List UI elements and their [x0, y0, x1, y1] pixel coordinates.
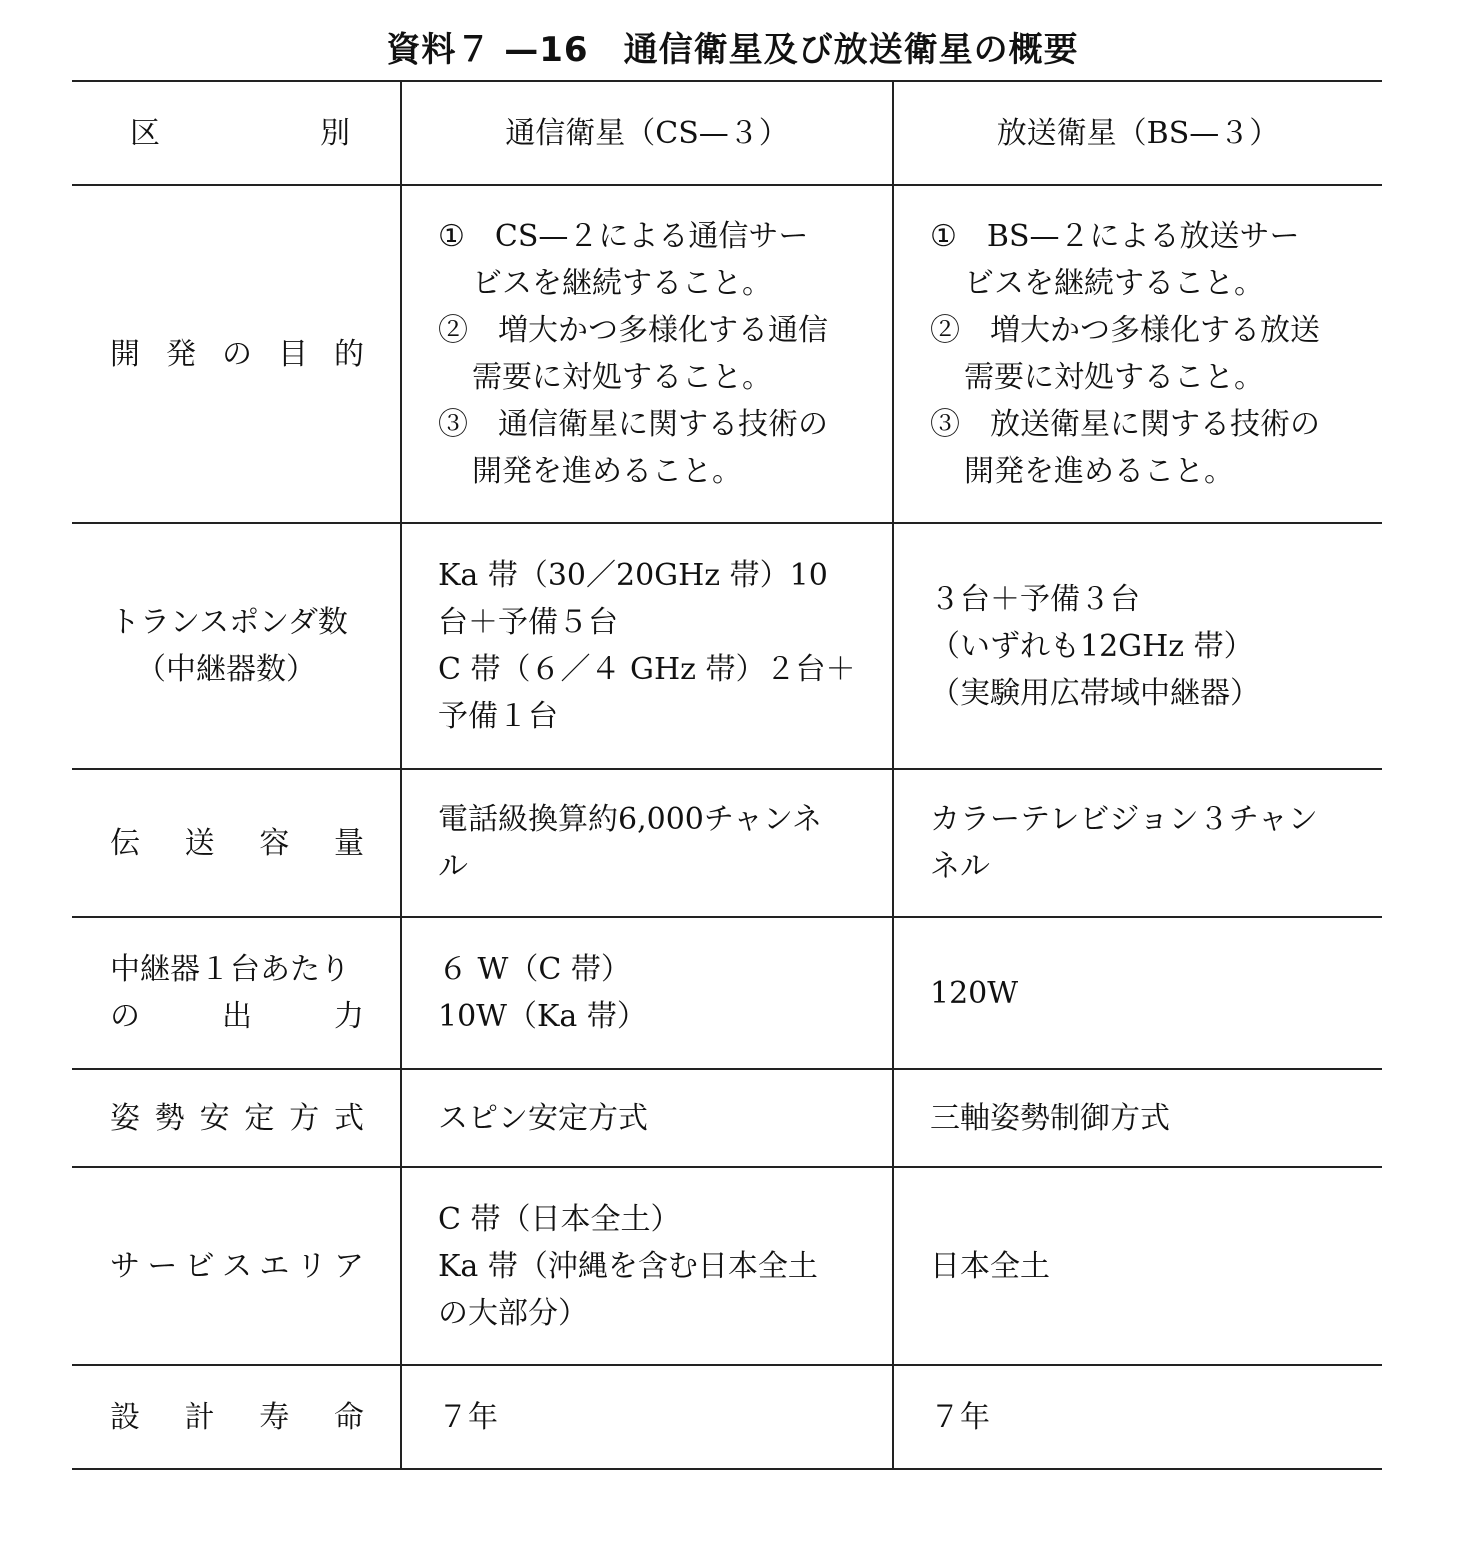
cs-capacity-cell — [401, 769, 893, 917]
cs-purpose-line: 開発を進めること。 — [472, 454, 742, 489]
row-label-attitude — [72, 1069, 401, 1167]
row-label-lifetime — [72, 1365, 401, 1469]
bs-lifetime-line: ７年 — [930, 1399, 990, 1435]
bs-output-line: 120W — [930, 975, 1019, 1011]
row-label-transponder — [72, 523, 401, 769]
bs-attitude-line: 三軸姿勢制御方式 — [930, 1100, 1170, 1136]
bs-purpose-line: ③ 放送衛星に関する技術の — [930, 407, 1320, 442]
header-bs: 放送衛星（BS—３） — [893, 81, 1382, 185]
bs-attitude-cell — [893, 1069, 1382, 1167]
cs-attitude-line: スピン安定方式 — [438, 1100, 648, 1136]
bs-capacity-line: カラーテレビジョン３チャン — [930, 802, 1318, 837]
bs-purpose-cell — [893, 185, 1382, 523]
page-title: 資料７ —16 通信衛星及び放送衛星の概要 — [386, 30, 1079, 70]
bs-service-area-cell — [893, 1167, 1382, 1365]
table-header-row — [72, 81, 1382, 185]
table-row-transponder — [72, 523, 1382, 769]
row-label-text: 伝送容量 — [110, 825, 364, 861]
row-label-output — [72, 917, 401, 1069]
cs-transponder-line: Ka 帯（30／20GHz 帯）10 — [438, 558, 828, 593]
cs-lifetime-cell — [401, 1365, 893, 1469]
cs-capacity-line: ル — [438, 849, 468, 884]
bs-transponder-line: （いずれも12GHz 帯） — [930, 628, 1254, 664]
row-label-text: 開発の目的 — [110, 336, 364, 372]
bs-transponder-line: ３台＋予備３台 — [930, 581, 1140, 617]
cs-purpose-line: 需要に対処すること。 — [472, 360, 772, 395]
cs-purpose-line: ③ 通信衛星に関する技術の — [438, 407, 828, 442]
row-label-text: 設計寿命 — [110, 1399, 364, 1435]
cs-purpose-line: ① CS—２による通信サー — [438, 219, 809, 254]
cs-lifetime-line: ７年 — [438, 1399, 498, 1435]
cs-service-area-line: Ka 帯（沖縄を含む日本全土 — [438, 1248, 818, 1284]
cs-transponder-line: 予備１台 — [438, 699, 558, 734]
table-row-attitude — [72, 1069, 1382, 1167]
bs-purpose-line: ② 増大かつ多様化する放送 — [930, 313, 1320, 348]
row-label-text: 姿勢安定方式 — [110, 1100, 364, 1136]
table-row-output — [72, 917, 1382, 1069]
table-row-lifetime — [72, 1365, 1382, 1469]
cs-purpose-line: ② 増大かつ多様化する通信 — [438, 313, 828, 348]
cs-service-area-line: の大部分） — [438, 1295, 588, 1331]
cs-purpose-cell — [401, 185, 893, 523]
cs-capacity-line: 電話級換算約6,000チャンネ — [438, 802, 823, 837]
row-label-capacity — [72, 769, 401, 917]
bs-output-cell — [893, 917, 1382, 1069]
cs-output-cell — [401, 917, 893, 1069]
table-row-service-area — [72, 1167, 1382, 1365]
row-label-service-area — [72, 1167, 401, 1365]
header-category: 区 別 — [72, 81, 401, 185]
row-label-text: 中継器１台あたり — [110, 952, 350, 987]
cs-transponder-line: 台＋予備５台 — [438, 605, 618, 640]
cs-output-line: 10W（Ka 帯） — [438, 999, 647, 1034]
bs-purpose-line: ① BS—２による放送サー — [930, 219, 1300, 254]
row-label-text: の 出 力 — [110, 999, 364, 1034]
cs-transponder-line: C 帯（６／４ GHz 帯）２台＋ — [438, 652, 856, 687]
bs-capacity-cell — [893, 769, 1382, 917]
bs-capacity-line: ネル — [930, 849, 990, 884]
header-cs: 通信衛星（CS—３） — [401, 81, 893, 185]
bs-service-area-line: 日本全土 — [930, 1248, 1050, 1284]
bs-transponder-line: （実験用広帯域中継器） — [930, 675, 1260, 711]
cs-service-area-line: C 帯（日本全土） — [438, 1201, 681, 1237]
bs-lifetime-cell — [893, 1365, 1382, 1469]
row-label-text: トランスポンダ数 — [110, 605, 348, 640]
cs-purpose-line: ビスを継続すること。 — [472, 266, 772, 301]
cs-transponder-cell — [401, 523, 893, 769]
table-row-purpose — [72, 185, 1382, 523]
row-label-text: サービスエリア — [110, 1248, 364, 1284]
table-row-capacity — [72, 769, 1382, 917]
bs-transponder-cell — [893, 523, 1382, 769]
row-label-text: （中継器数） — [136, 652, 316, 687]
cs-output-line: ６ W（C 帯） — [438, 952, 631, 987]
satellite-overview-table — [72, 80, 1382, 1470]
bs-purpose-line: 需要に対処すること。 — [964, 360, 1264, 395]
bs-purpose-line: 開発を進めること。 — [964, 454, 1234, 489]
row-label-purpose — [72, 185, 401, 523]
bs-purpose-line: ビスを継続すること。 — [964, 266, 1264, 301]
cs-service-area-cell — [401, 1167, 893, 1365]
cs-attitude-cell — [401, 1069, 893, 1167]
